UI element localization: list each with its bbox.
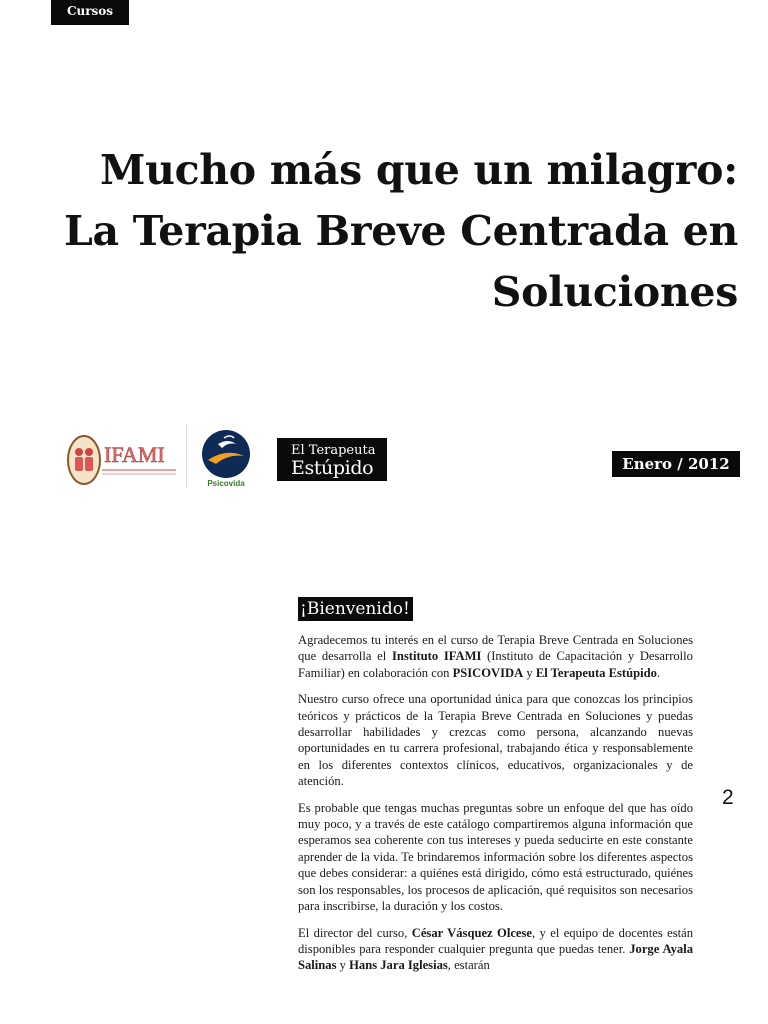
paragraph-2: Nuestro curso ofrece una oportunidad única para que conozcas los principios teóricos y prácticos de la Terapia Breve Centrada en Soluciones y puedas desarrollar habilidades y crezcas como persona, alcanzando nuevas oportunidades en tu carrera profesional, trabajando ética y responsablemente en los diferentes contextos clínicos, educativos, organizacionales y de atención. <box>298 692 693 789</box>
title-line-1: Mucho más que un milagro: <box>100 146 738 194</box>
title-line-3: Soluciones <box>491 268 738 316</box>
ifami-logo <box>66 432 178 488</box>
section-tag: Cursos <box>51 0 129 25</box>
welcome-heading: ¡Bienvenido! <box>298 597 413 621</box>
ifami-wordmark: IFAMI <box>104 442 165 467</box>
page-title <box>18 140 738 323</box>
paragraph-1: Agradecemos tu interés en el curso de Terapia Breve Centrada en Soluciones que desarrolla el Instituto IFAMI (Instituto de Capacitación y Desarrollo Familiar) en colaboración con PSICOVIDA y El Terapeuta Estúpido. <box>298 633 693 680</box>
terapeuta-logo-line-2: Estúpido <box>291 457 374 479</box>
date-badge: Enero / 2012 <box>612 451 740 477</box>
psicovida-logo <box>198 430 254 488</box>
terapeuta-logo-line-1: El Terapeuta <box>291 443 376 458</box>
title-line-2: La Terapia Breve Centrada en <box>64 207 738 255</box>
page-number: 2 <box>722 786 734 809</box>
logo-divider <box>186 424 187 488</box>
el-terapeuta-estupido-logo <box>277 438 387 481</box>
intro-text <box>298 632 693 984</box>
psicovida-wordmark: Psicovida <box>207 479 245 488</box>
paragraph-4: El director del curso, César Vásquez Olcese, y el equipo de docentes están disponibles para responder cualquier pregunta que puedas tener. Jorge Ayala Salinas y Hans Jara Iglesias, estarán <box>298 925 693 973</box>
paragraph-3: Es probable que tengas muchas preguntas sobre un enfoque del que has oído muy poco, y a través de este catálogo compartiremos alguna información que esperamos sea coherente con tus intereses y pueda seducirte en este constante aprender de la vida. Te brindaremos información sobre los diferentes aspectos que debes considerar: a quiénes está dirigido, cómo está estructurado, quiénes son los responsables, los procesos de aplicación, qué requisitos son necesarios para inscribirse, la duración y los costos. <box>298 800 693 914</box>
